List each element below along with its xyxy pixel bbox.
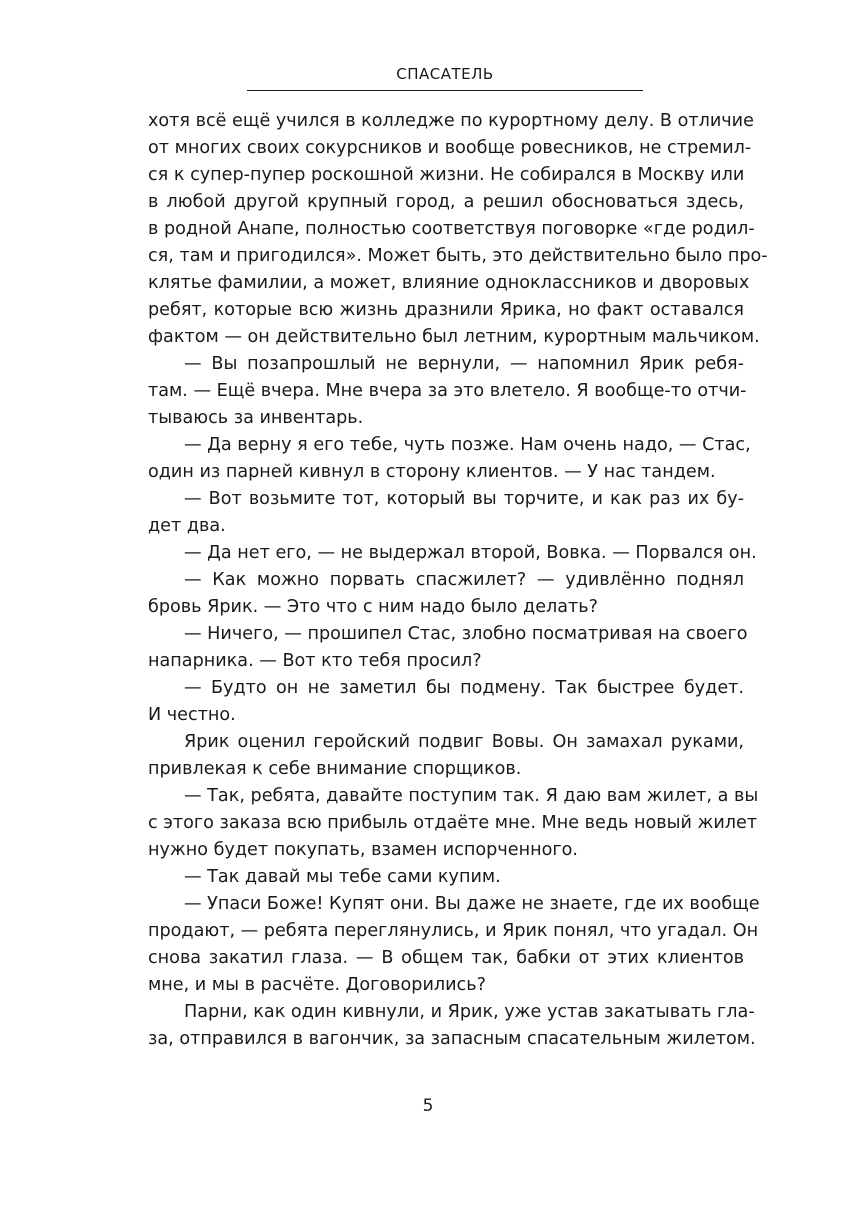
text-line: нужно будет покупать, взамен испорченного. xyxy=(148,840,578,860)
text-line: ся к супер-пупер роскошной жизни. Не собирался в Москву или xyxy=(148,165,745,185)
text-line: мне, и мы в расчёте. Договорились? xyxy=(148,975,486,995)
text-line: И честно. xyxy=(148,705,236,725)
text-line: — Да нет его, — не выдержал второй, Вовка. — Порвался он. xyxy=(184,543,757,563)
header-rule xyxy=(247,90,643,91)
paragraph xyxy=(148,540,757,567)
paragraph xyxy=(148,864,744,891)
paragraph xyxy=(148,999,756,1053)
paragraph xyxy=(148,567,744,621)
text-line: — Так, ребята, давайте поступим так. Я даю вам жилет, а вы xyxy=(184,786,759,806)
paragraph xyxy=(148,108,768,351)
text-line: ся, там и пригодился». Может быть, это действительно было про- xyxy=(148,246,768,266)
paragraph xyxy=(148,783,759,864)
text-line: — Ничего, — прошипел Стас, злобно посматривая на своего xyxy=(184,624,748,644)
text-line: — Вы позапрошлый не вернули, — напомнил Ярик ребя- xyxy=(184,354,744,374)
paragraph xyxy=(148,486,744,540)
text-line: дет два. xyxy=(148,516,226,536)
text-line: — Упаси Боже! Купят они. Вы даже не знаете, где их вообще xyxy=(184,894,760,914)
text-line: от многих своих сокурсников и вообще ровесников, не стремил- xyxy=(148,138,752,158)
text-line: — Вот возьмите тот, который вы торчите, и как раз их бу- xyxy=(184,489,744,509)
text-line: с этого заказа всю прибыль отдаёте мне. Мне ведь новый жилет xyxy=(148,813,758,833)
text-line: один из парней кивнул в сторону клиентов. — У нас тандем. xyxy=(148,462,716,482)
running-head-title: СПАСАТЕЛЬ xyxy=(396,65,494,83)
text-line: за, отправился в вагончик, за запасным спасательным жилетом. xyxy=(148,1029,756,1049)
text-line: — Так давай мы тебе сами купим. xyxy=(184,867,501,887)
text-line: — Как можно порвать спасжилет? — удивлённо поднял xyxy=(184,570,744,590)
text-line: Ярик оценил геройский подвиг Вовы. Он замахал руками, xyxy=(184,732,744,752)
text-line: фактом — он действительно был летним, курортным мальчиком. xyxy=(148,327,760,347)
page-number: 5 xyxy=(422,1096,434,1116)
text-line: ребят, которые всю жизнь дразнили Ярика, но факт оставался xyxy=(148,300,744,320)
text-line: продают, — ребята переглянулись, и Ярик понял, что угадал. Он xyxy=(148,921,759,941)
text-line: в любой другой крупный город, а решил обосноваться здесь, xyxy=(148,192,744,212)
paragraph xyxy=(148,675,744,729)
text-line: напарника. — Вот кто тебя просил? xyxy=(148,651,482,671)
text-line: — Да верну я его тебе, чуть позже. Нам очень надо, — Стас, xyxy=(184,435,751,455)
paragraph xyxy=(148,891,760,999)
text-line: в родной Анапе, полностью соответствуя поговорке «где родил- xyxy=(148,219,755,239)
paragraph xyxy=(148,432,751,486)
text-line: тываюсь за инвентарь. xyxy=(148,408,364,428)
text-line: — Будто он не заметил бы подмену. Так быстрее будет. xyxy=(184,678,744,698)
text-line: бровь Ярик. — Это что с ним надо было делать? xyxy=(148,597,599,617)
text-line: клятье фамилии, а может, влияние одноклассников и дворовых xyxy=(148,273,750,293)
text-line: там. — Ещё вчера. Мне вчера за это влетело. Я вообще-то отчи- xyxy=(148,381,747,401)
text-body xyxy=(148,108,768,1053)
paragraph xyxy=(148,729,744,783)
paragraph xyxy=(148,351,747,432)
text-line: снова закатил глаза. — В общем так, бабки от этих клиентов xyxy=(148,948,744,968)
text-line: Парни, как один кивнули, и Ярик, уже устав закатывать гла- xyxy=(184,1002,755,1022)
paragraph xyxy=(148,621,748,675)
text-line: привлекая к себе внимание спорщиков. xyxy=(148,759,522,779)
text-line: хотя всё ещё учился в колледже по курортному делу. В отличие xyxy=(148,111,754,131)
